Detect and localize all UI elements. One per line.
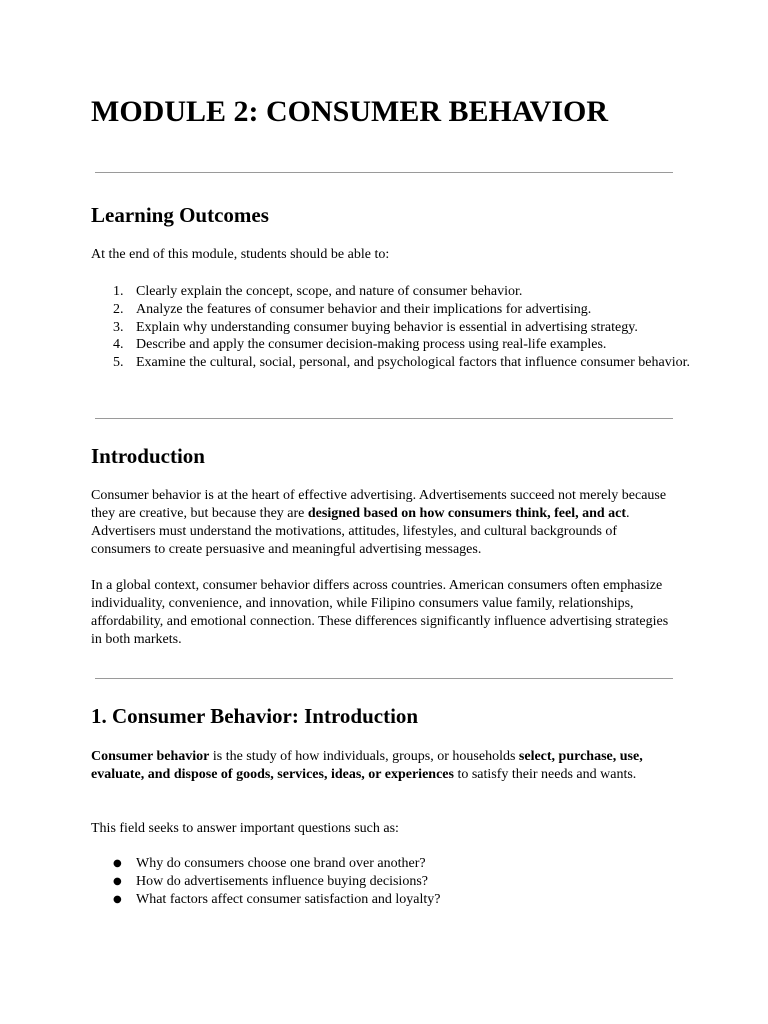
list-item-text: Clearly explain the concept, scope, and nature of consumer behavior. (136, 284, 523, 299)
section-divider (95, 418, 673, 419)
list-item-number: 1. (113, 284, 124, 299)
list-item (91, 319, 691, 337)
list-item-text: Why do consumers choose one brand over another? (136, 856, 426, 871)
list-item (91, 354, 691, 372)
list-item (91, 891, 691, 909)
section-1-paragraph-1 (91, 748, 675, 784)
bullet-icon: ● (113, 858, 122, 869)
emphasis-text: Consumer behavior (91, 749, 210, 764)
list-item-number: 4. (113, 337, 124, 353)
page-title: MODULE 2: CONSUMER BEHAVIOR (91, 95, 608, 128)
questions-list (91, 855, 691, 908)
paragraph-text: to satisfy their needs and wants. (453, 767, 637, 782)
list-item (91, 336, 691, 354)
list-item-text: What factors affect consumer satisfaction and loyalty? (136, 891, 441, 907)
section-1-paragraph-2: This field seeks to answer important questions such as: (91, 821, 399, 836)
introduction-paragraph-1 (91, 487, 675, 559)
paragraph-text: Consumer behavior is at the heart of effective advertising. Advertisements succeed not merely because they are creative, but because they are (91, 488, 667, 521)
list-item-text: Analyze the features of consumer behavior and their implications for advertising. (136, 301, 592, 317)
list-item (91, 855, 691, 873)
list-item (91, 873, 691, 891)
bullet-icon: ● (113, 875, 122, 887)
section-divider (95, 678, 673, 679)
learning-outcomes-list (91, 283, 691, 372)
list-item-text: How do advertisements influence buying decisions? (136, 873, 428, 889)
bullet-icon: ● (113, 893, 122, 905)
list-item-number: 3. (113, 319, 124, 335)
introduction-paragraph-2: In a global context, consumer behavior differs across countries. American consumers often emphasize individuality, convenience, and innovation, while Filipino consumers value family, relationships, affordability, and emotional connection. These differences significantly influence advertising strategies in both markets. (91, 578, 669, 647)
learning-outcomes-heading: Learning Outcomes (91, 203, 269, 227)
paragraph-text: . Advertisers must understand the motivations, attitudes, lifestyles, and cultural backgrounds of consumers to create persuasive and meaningful advertising messages. (91, 506, 630, 557)
paragraph-text: is the study of how individuals, groups, or households (209, 749, 519, 764)
learning-outcomes-intro: At the end of this module, students should be able to: (91, 247, 390, 262)
list-item-number: 5. (113, 355, 124, 371)
list-item (91, 283, 691, 301)
emphasis-text: designed based on how consumers think, feel, and act (307, 506, 627, 521)
list-item-text: Explain why understanding consumer buying behavior is essential in advertising strategy. (136, 319, 638, 335)
section-1-heading: 1. Consumer Behavior: Introduction (91, 704, 419, 728)
emphasis-text: select, purchase, use, evaluate, and dispose of goods, services, ideas, or experiences (91, 749, 643, 782)
section-divider (95, 172, 673, 173)
list-item-number: 2. (113, 301, 124, 317)
introduction-heading: Introduction (91, 444, 205, 468)
list-item-text: Describe and apply the consumer decision-making process using real-life examples. (136, 337, 607, 353)
list-item-text: Examine the cultural, social, personal, and psychological factors that influence consumer behavior. (136, 355, 690, 371)
list-item (91, 301, 691, 319)
